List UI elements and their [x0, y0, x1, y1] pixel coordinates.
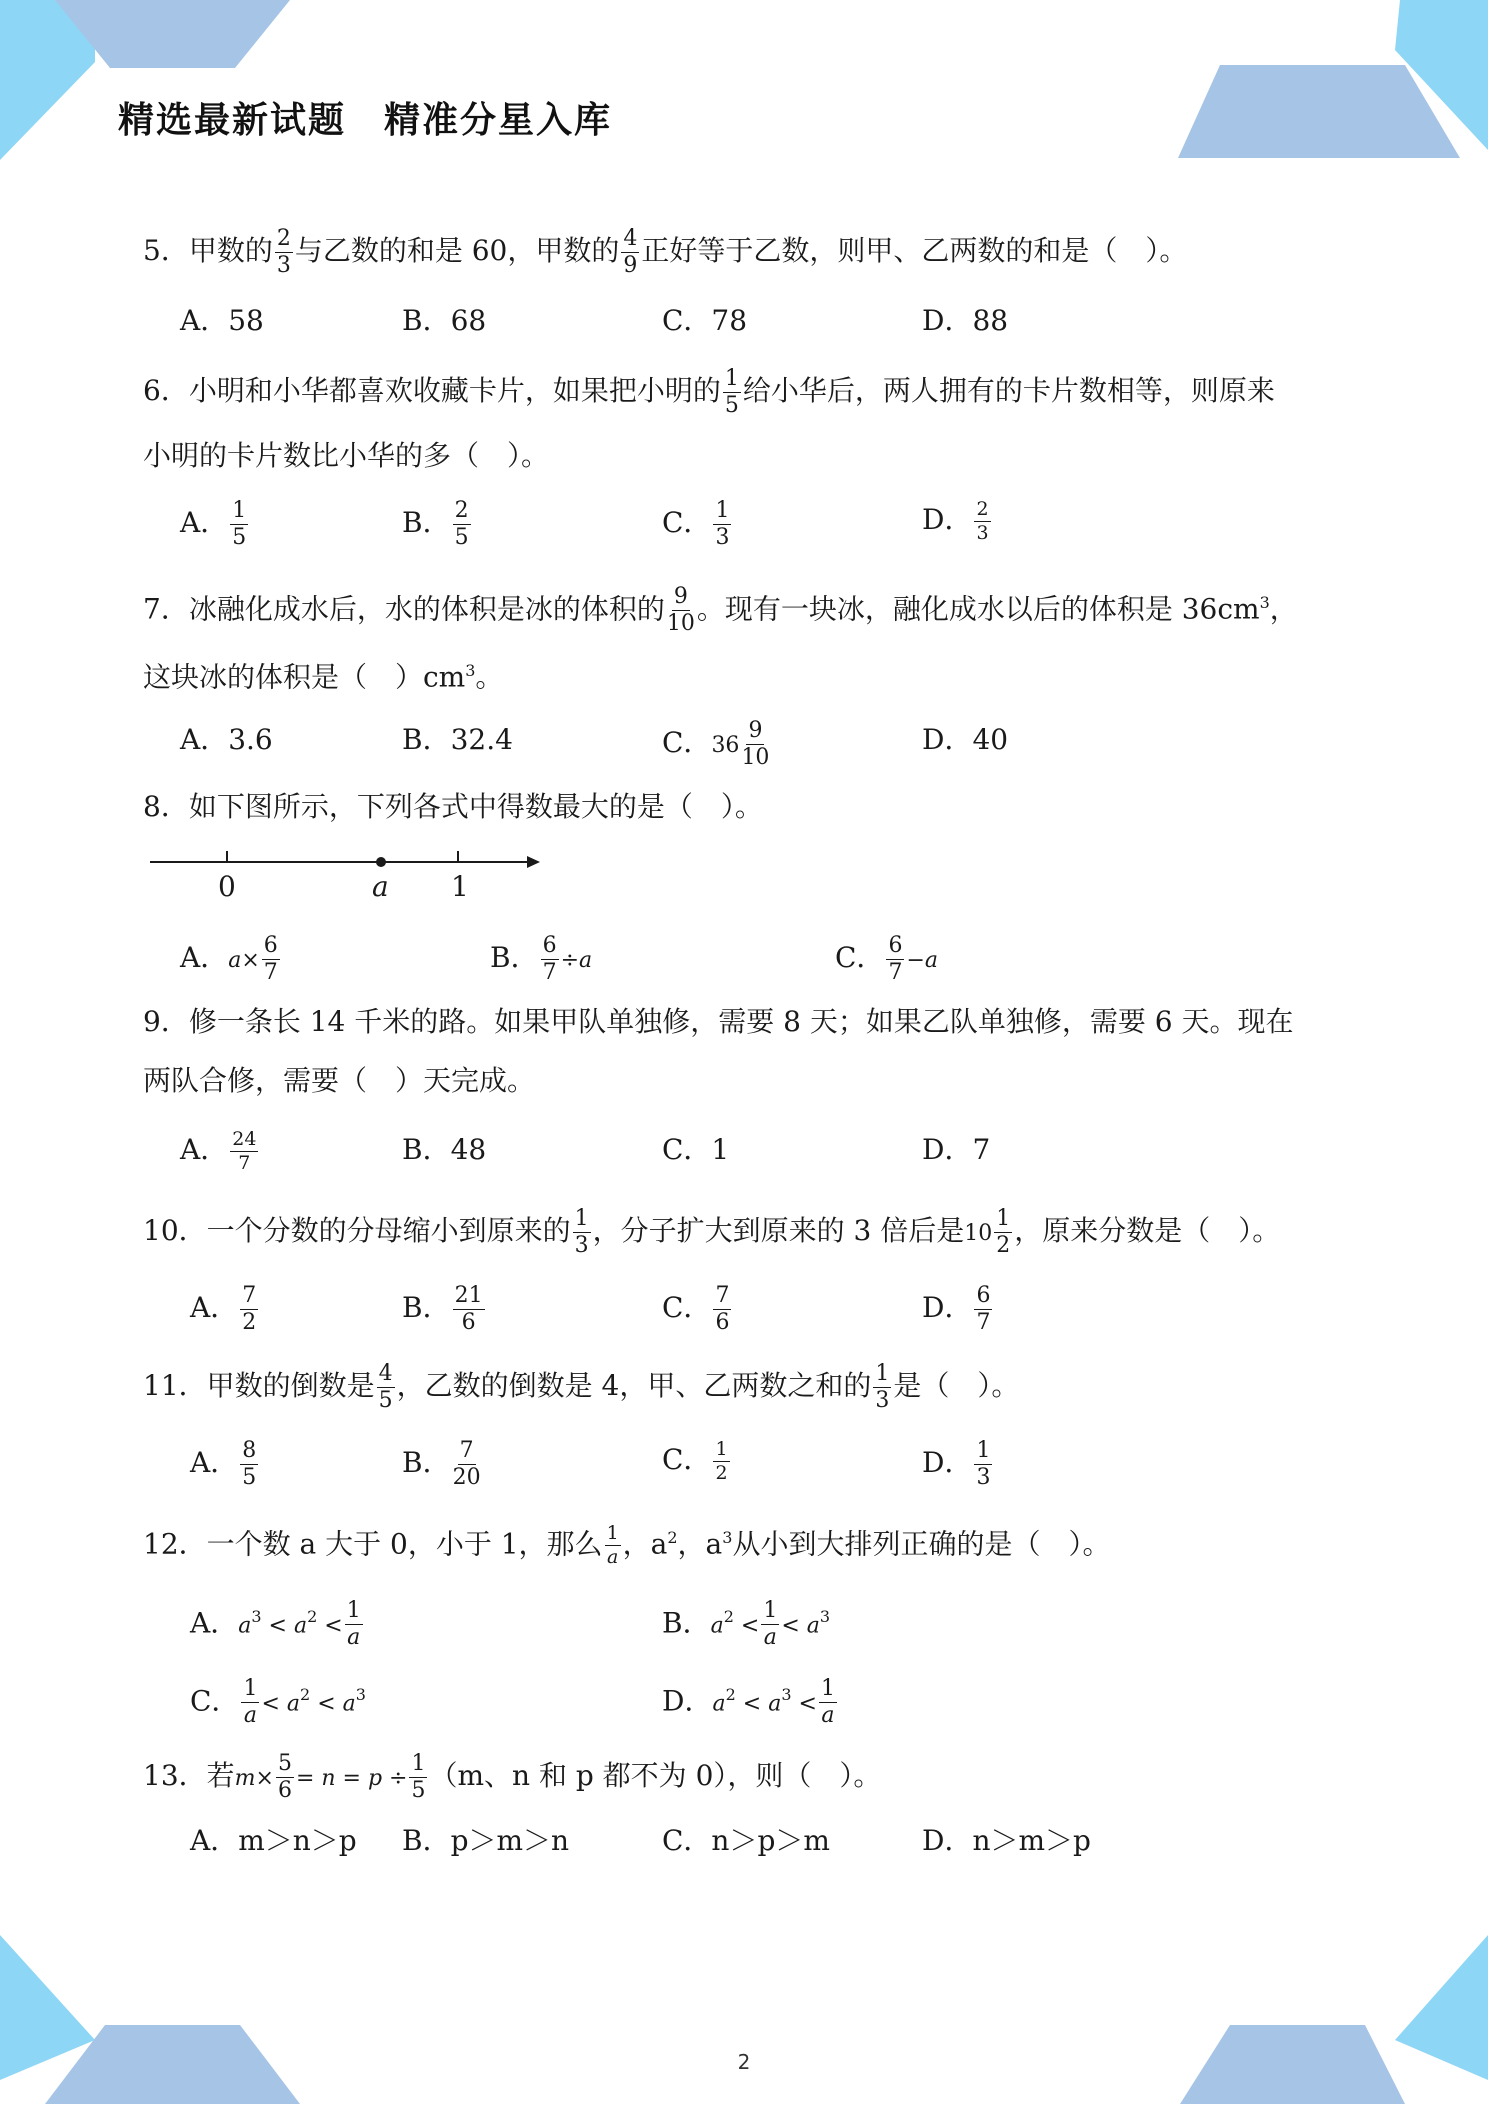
option-b: B．$a^2$ < $\frac{1}{a}$ < $a^3$ [662, 1598, 831, 1651]
option-b: B．48 [402, 1133, 487, 1166]
option-a: A． $\frac{8}{5}$ [190, 1438, 257, 1490]
option-c: C． $\frac{6}{7}$ −a [835, 933, 938, 985]
question-11: 11．甲数的倒数是 $\frac{4}{5}$ ，乙数的倒数是 4，甲、乙两数之和的 $\frac{1}{3}$ 是（ ）。 [143, 1361, 1020, 1413]
question-8: 8．如下图所示，下列各式中得数最大的是（ ）。 [143, 790, 763, 823]
option-b: B．32.4 [402, 723, 513, 756]
option-c: C．78 [662, 304, 748, 337]
option-c: C．1 [662, 1133, 730, 1166]
option-c: C．36 $\frac{9}{10}$ [662, 718, 770, 770]
option-d: D．$a^2 < a^3$ < $\frac{1}{a}$ [662, 1676, 835, 1729]
numline-label-a: a [372, 870, 389, 903]
option-a: A． $\frac{7}{2}$ [190, 1283, 257, 1335]
option-b: B．p＞m＞n [402, 1824, 570, 1857]
option-b: B． $\frac{6}{7}$ ÷a [490, 933, 593, 985]
option-a: A． $\frac{1}{5}$ [180, 498, 247, 550]
option-c: C． $\frac{1}{2}$ [662, 1438, 728, 1484]
decor-top-left [0, 0, 300, 170]
option-a: A．3.6 [180, 723, 273, 756]
option-d: D．40 [922, 723, 1009, 756]
option-c: C． $\frac{1}{3}$ [662, 498, 730, 550]
option-a: A．$a^3 < a^2$ < $\frac{1}{a}$ [190, 1598, 361, 1651]
decor-top-right [1160, 0, 1488, 170]
option-b: B． $\frac{7}{20}$ [402, 1438, 481, 1490]
question-13: 13．若m× $\frac{5}{6}$ = n = p ÷ $\frac{1}{5}$ （m、n 和 p 都不为 0），则（ ）。 [143, 1751, 882, 1803]
fraction: $\frac{4}{9}$ [623, 226, 638, 278]
question-7-line2: 这块冰的体积是（ ）$cm^3$。 [143, 660, 504, 694]
option-d: D． $\frac{2}{3}$ [922, 498, 989, 544]
option-d: D．n＞m＞p [922, 1824, 1091, 1857]
question-10: 10．一个分数的分母缩小到原来的 $\frac{1}{3}$ ，分子扩大到原来的 3 倍后是10 $\frac{1}{2}$ ，原来分数是（ ）。 [143, 1206, 1281, 1258]
option-c: C． $\frac{1}{a}$ < $a^2 < a^3$ [190, 1676, 366, 1729]
numline-label-one: 1 [451, 870, 469, 903]
decor-bottom-left [0, 1930, 340, 2104]
option-d: D．7 [922, 1133, 991, 1166]
question-5: 5．甲数的 $\frac{2}{3}$ 与乙数的和是 60，甲数的 $\frac{4}{9}$ 正好等于乙数，则甲、乙两数的和是（ ）。 [143, 226, 1188, 278]
question-9: 9．修一条长 14 千米的路。如果甲队单独修，需要 8 天；如果乙队单独修，需要 6 天。现在 [143, 1005, 1294, 1038]
option-b: B．68 [402, 304, 487, 337]
option-a: A．58 [180, 304, 264, 337]
question-12: 12．一个数 a 大于 0，小于 1，那么 $\frac{1}{a}$ ，$a^2$，$a^3$从小到大排列正确的是（ ）。 [143, 1522, 1111, 1569]
option-d: D． $\frac{6}{7}$ [922, 1283, 991, 1335]
question-7: 7．冰融化成水后，水的体积是冰的体积的 $\frac{9}{10}$ 。现有一块冰，融化成水以后的体积是 $36cm^3$， [143, 584, 1298, 637]
option-a: A．a× $\frac{6}{7}$ [180, 933, 278, 985]
fraction: $\frac{9}{10}$ [666, 584, 695, 637]
option-c: C． $\frac{7}{6}$ [662, 1283, 730, 1335]
fraction: $\frac{1}{5}$ [724, 366, 739, 418]
option-a: A．m＞n＞p [190, 1824, 357, 1857]
number-line [145, 845, 545, 875]
question-9-line2: 两队合修，需要（ ）天完成。 [143, 1064, 536, 1097]
question-6: 6．小明和小华都喜欢收藏卡片，如果把小明的 $\frac{1}{5}$ 给小华后，两人拥有的卡片数相等，则原来 [143, 366, 1275, 418]
page-number: 2 [737, 2050, 751, 2074]
option-b: B． $\frac{2}{5}$ [402, 498, 469, 550]
option-d: D． $\frac{1}{3}$ [922, 1438, 991, 1490]
option-c: C．n＞p＞m [662, 1824, 830, 1857]
option-d: D．88 [922, 304, 1009, 337]
numline-label-zero: 0 [218, 870, 236, 903]
option-b: B． $\frac{21}{6}$ [402, 1283, 483, 1335]
fraction: $\frac{2}{3}$ [276, 226, 291, 278]
question-6-line2: 小明的卡片数比小华的多（ ）。 [143, 439, 550, 472]
option-a: A． $\frac{24}{7}$ [180, 1128, 257, 1174]
header-title: 精选最新试题 精准分星入库 [118, 100, 613, 141]
decor-bottom-right [1150, 1930, 1488, 2104]
